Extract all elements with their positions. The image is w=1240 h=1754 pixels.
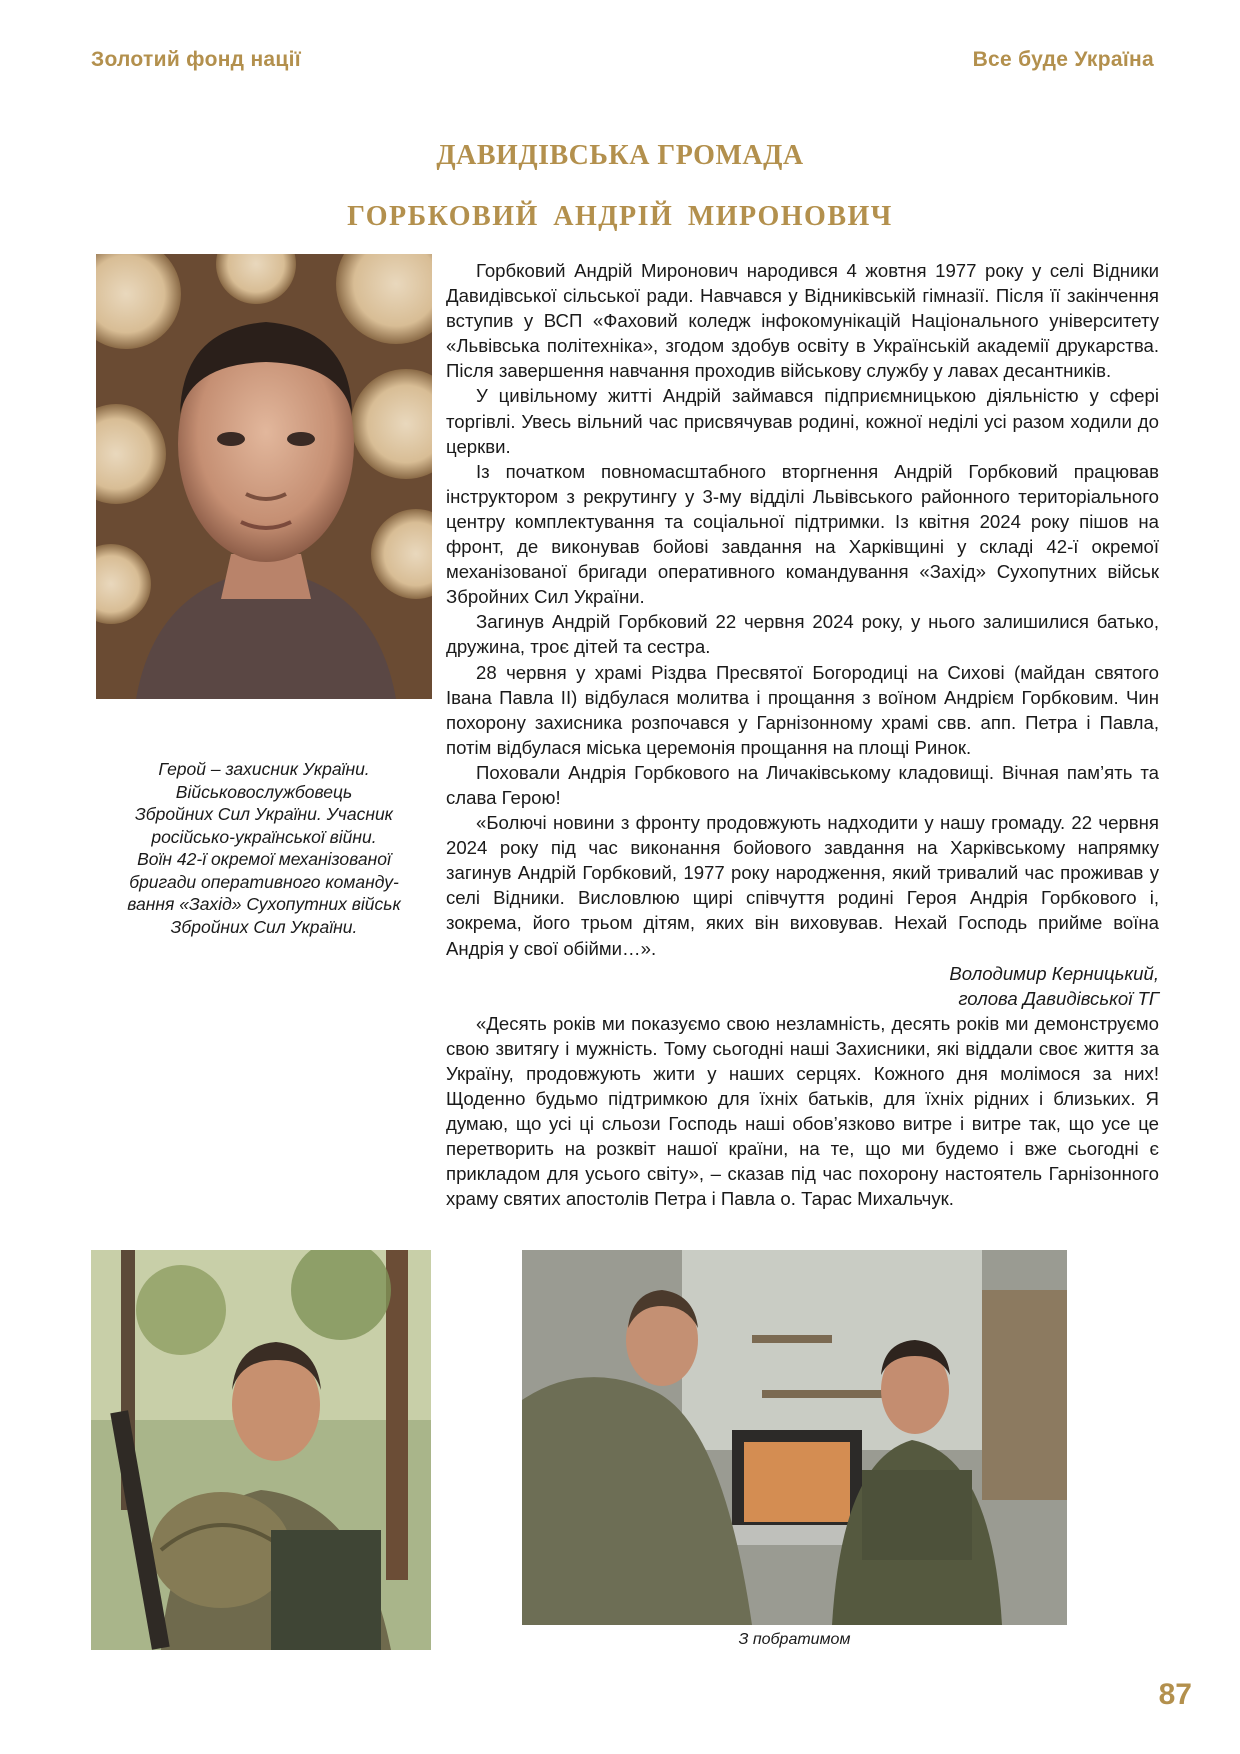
running-head-left: Золотий фонд нації <box>91 48 301 71</box>
hero-name: ГОРБКОВИЙ АНДРІЙ МИРОНОВИЧ <box>347 201 893 232</box>
caption-line: Військовослужбовець <box>175 781 353 802</box>
portrait-caption <box>96 758 432 938</box>
hero-portrait-photo <box>96 254 432 699</box>
signature-name: Володимир Керницький, <box>949 962 1159 984</box>
closing-quote-paragraph: «Десять років ми показуємо свою незламність, десять років ми демонструємо свою звитягу і мужність. Тому сьогодні наші Захисники, які віддали своє життя за Україну, продовжують жити у наших серцях. Кожного дня молімося за них! Щоденно будьмо підтримкою для їхніх батьків, для їхніх рідних і близьких. Я думаю, що усі ці сльози Господь наші обов’язково витре і витре так, що усе це перетворить на розквіт нашої країни, на те, що ми будемо і вже сьогодні є прикладом для усього світу», – сказав під час похорону настоятель Гарнізонного храму святих апостолів Петра і Павла о. Тарас Михальчук. <box>446 1012 1159 1210</box>
article-paragraph: Загинув Андрій Горбковий 22 червня 2024 року, у нього залишилися батько, дружина, троє дітей та сестра. <box>446 611 1159 658</box>
article-paragraph: «Болючі новини з фронту продовжують надходити у нашу громаду. 22 червня 2024 року під час виконання бойового завдання на Харківському напрямку загинув Андрій Горбковий, 1977 року народження, який тривалий час проживав у селі Відники. Висловлюю щирі співчуття родині Героя Андрія Горбкового і, зокрема, його трьом дітям, яких він виховував. Нехай Господь прийме воїна Андрія у свої обійми…». <box>446 812 1159 959</box>
caption-line: Герой – захисник України. <box>158 759 370 779</box>
article-paragraph: У цивільному житті Андрій займався підприємницькою діяльністю у сфері торгівлі. Увесь вільний час присвячував родині, кожної неділі усі разом ходили до церкви. <box>446 385 1159 457</box>
article-paragraph: Поховали Андрія Горбкового на Личаківському кладовищі. Вічная пам’ять та слава Герою! <box>446 761 1159 808</box>
caption-line: російсько-української війни. <box>151 826 377 847</box>
caption-line: Збройних Сил України. Учасник <box>135 804 393 824</box>
caption-line: бригади оперативного команду- <box>129 871 399 892</box>
article-paragraph: Із початком повномасштабного вторгнення Андрій Горбковий працював інструктором з рекрутингу у 3-му відділі Львівського районного територіального центру комплектування та соціальної підтримки. Із квітня 2024 року пішов на фронт, де виконував бойові завдання на Харківщині у складі 42-ї окремої механізованої бригади оперативного командування «Захід» Сухопутних військ Збройних Сил України. <box>446 460 1159 608</box>
caption-line: Воїн 42-ї окремої механізованої <box>137 849 391 869</box>
caption-line: Збройних Сил України. <box>170 916 358 937</box>
article-paragraph: 28 червня у храмі Різдва Пресвятої Богородиці на Сихові (майдан святого Івана Павла ІІ) відбулася молитва і прощання з воїном Андрієм Горбковим. Чин похорону захисника розпочався у Гарнізонному храмі свв. апп. Петра і Павла, потім відбулася міська церемонія прощання на площі Ринок. <box>446 661 1159 758</box>
signature-position: голова Давидівської ТГ <box>958 987 1159 1009</box>
running-head-right: Все буде Україна <box>972 48 1154 71</box>
comrade-photo-caption: З побратимом <box>738 1631 851 1648</box>
page-number: 87 <box>1158 1678 1192 1711</box>
community-title: ДАВИДІВСЬКА ГРОМАДА <box>436 140 804 171</box>
photo-with-comrade <box>522 1250 1067 1625</box>
soldier-field-photo <box>91 1250 431 1650</box>
article-body <box>446 258 1159 1212</box>
article-paragraph: Горбковий Андрій Миронович народився 4 жовтня 1977 року у селі Відники Давидівської сільської ради. Навчався у Відниківській гімназії. Після її закінчення вступив у ВСП «Фаховий коледж інфокомунікацій Національного університету «Львівська політехніка», згодом здобув освіту в Українській академії друкарства. Після завершення навчання проходив військову службу у лавах десантників. <box>446 260 1159 382</box>
caption-line: вання «Захід» Сухопутних військ <box>127 894 401 914</box>
